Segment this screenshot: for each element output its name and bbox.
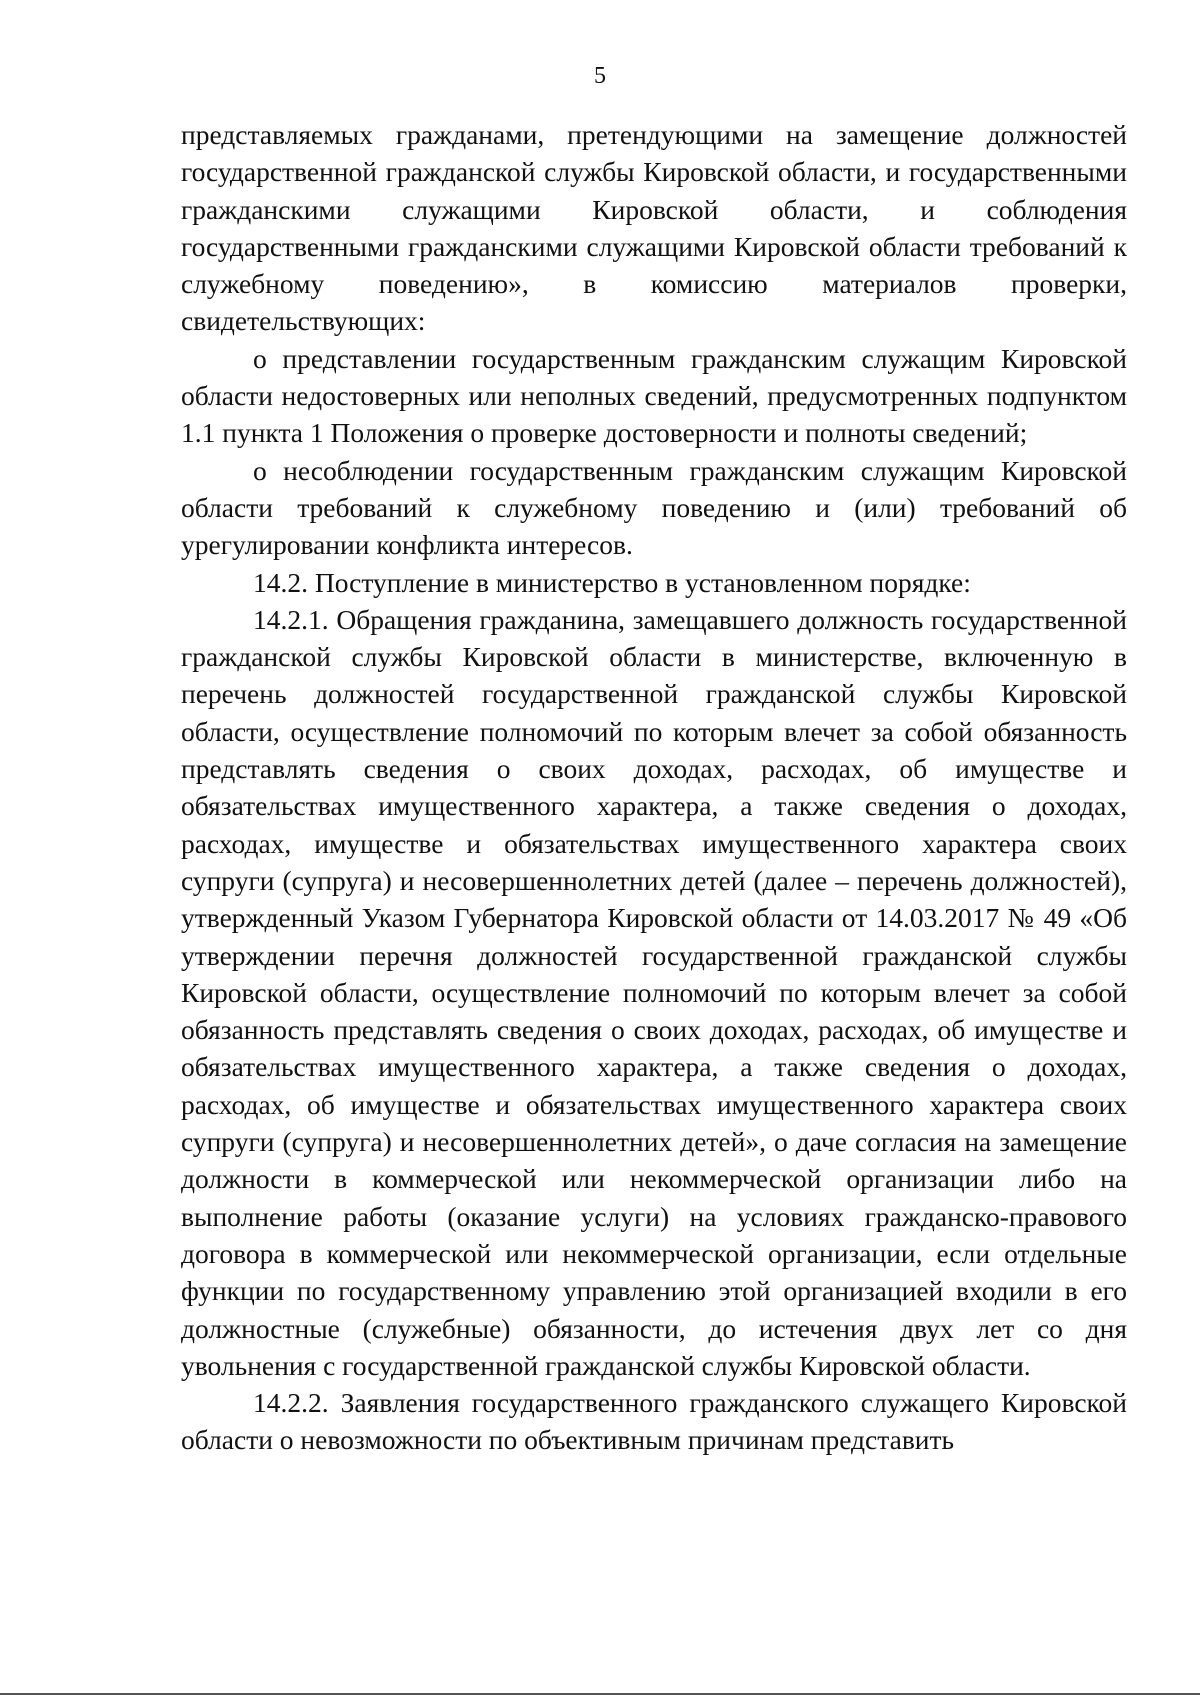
- paragraph-continuation: представляемых гражданами, претендующими на замещение должностей государственной гражданской службы Кировской области, и государственными гражданскими служащими Кировской области, и соблюдения государственными гражданскими служащими Кировской области требований к служебному поведению», в комиссию материалов проверки, свидетельствующих:: [181, 119, 1127, 337]
- paragraph-section-14-2-2: 14.2.2. Заявления государственного гражданского служащего Кировской области о невозможности по объективным причинам представить: [181, 1387, 1127, 1456]
- paragraph-section-14-2-1: 14.2.1. Обращения гражданина, замещавшего должность государственной гражданской службы Кировской области в министерстве, включенную в перечень должностей государственной гражданской службы Кировской области, осуществление полномочий по которым влечет за собой обязанность представлять сведения о своих доходах, расходах, об имуществе и обязательствах имущественного характера, а также сведения о доходах, расходах, имуществе и обязательствах имущественного характера своих супруги (супруга) и несовершеннолетних детей (далее – перечень должностей), утвержденный Указом Губернатора Кировской области от 14.03.2017 № 49 «Об утверждении перечня должностей государственной гражданской службы Кировской области, осуществление полномочий по которым влечет за собой обязанность представлять сведения о своих доходах, расходах, об имуществе и обязательствах имущественного характера, а также сведения о доходах, расходах, об имуществе и обязательствах имущественного характера своих супруги (супруга) и несовершеннолетних детей», о даче согласия на замещение должности в коммерческой или некоммерческой организации либо на выполнение работы (оказание услуги) на условиях гражданско-правового договора в коммерческой или некоммерческой организации, если отдельные функции по государственному управлению этой организацией входили в его должностные (служебные) обязанности, до истечения двух лет со дня увольнения с государственной гражданской службы Кировской области.: [181, 603, 1127, 1381]
- bottom-edge-line: [0, 1693, 1200, 1695]
- page-number: 5: [594, 63, 606, 89]
- document-body: [181, 116, 1127, 1459]
- paragraph-item-conduct-violation: о несоблюдении государственным гражданским служащим Кировской области требований к служебному поведению и (или) требований об урегулировании конфликта интересов.: [181, 454, 1127, 561]
- paragraph-section-14-2: 14.2. Поступление в министерство в установленном порядке:: [253, 566, 971, 598]
- paragraph-item-unreliable-info: о представлении государственным гражданским служащим Кировской области недостоверных или неполных сведений, предусмотренных подпунктом 1.1 пункта 1 Положения о проверке достоверности и полноты сведений;: [181, 342, 1127, 449]
